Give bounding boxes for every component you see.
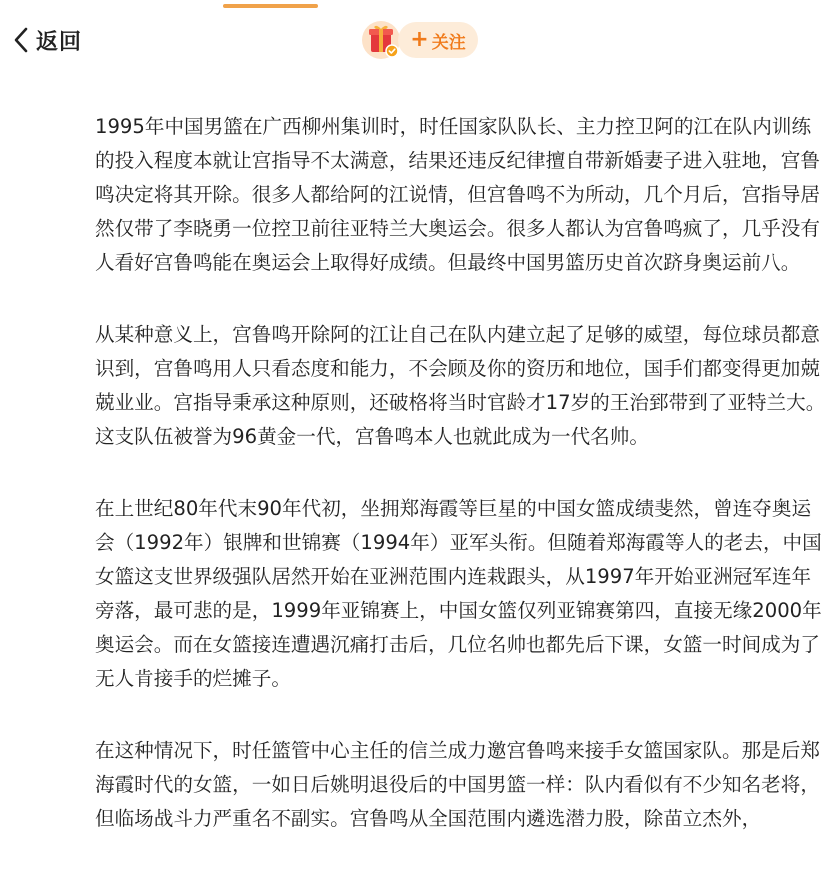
author-avatar[interactable]: [362, 21, 400, 59]
follow-label: 关注: [431, 32, 466, 53]
chevron-left-icon: [8, 25, 34, 55]
follow-button[interactable]: [398, 22, 478, 58]
article-paragraph: 在上世纪80年代末90年代初，坐拥郑海霞等巨星的中国女篮成绩斐然，曾连夺奥运会（1992年）银牌和世锦赛（1994年）亚军头衔。但随着郑海霞等人的老去，中国女篮这支世界级强队居然开始在亚洲范围内连栽跟头，从1997年开始亚洲冠军连年旁落，最可悲的是，1999年亚锦赛上，中国女篮仅列亚锦赛第四，直接无缘2000年奥运会。而在女篮接连遭遇沉痛打击后，几位名帅也都先后下课，女篮一时间成为了无人肯接手的烂摊子。: [95, 497, 822, 690]
back-button[interactable]: [8, 22, 82, 58]
article-paragraph: 1995年中国男篮在广西柳州集训时，时任国家队队长、主力控卫阿的江在队内训练的投入程度本就让宫指导不太满意，结果还违反纪律擅自带新婚妻子进入驻地，宫鲁鸣决定将其开除。很多人都给阿的江说情，但宫鲁鸣不为所动，几个月后，宫指导居然仅带了李晓勇一位控卫前往亚特兰大奥运会。很多人都认为宫鲁鸣疯了，几乎没有人看好宫鲁鸣能在奥运会上取得好成绩。但最终中国男篮历史首次跻身奥运前八。: [95, 115, 820, 274]
article-paragraph: 在这种情况下，时任篮管中心主任的信兰成力邀宫鲁鸣来接手女篮国家队。那是后郑海霞时代的女篮，一如日后姚明退役后的中国男篮一样：队内看似有不少知名老将，但临场战斗力严重名不副实。宫鲁鸣从全国范围内遴选潜力股，除苗立杰外，: [95, 739, 820, 830]
article-paragraph: 从某种意义上，宫鲁鸣开除阿的江让自己在队内建立起了足够的威望，每位球员都意识到，宫鲁鸣用人只看态度和能力，不会顾及你的资历和地位，国手们都变得更加兢兢业业。宫指导秉承这种原则，还破格将当时官龄才17岁的王治郅带到了亚特兰大。这支队伍被誉为96黄金一代，宫鲁鸣本人也就此成为一代名帅。: [95, 323, 826, 448]
back-label: 返回: [36, 29, 83, 55]
top-navigation-bar: [0, 0, 840, 76]
active-tab-indicator: [223, 4, 318, 8]
article-body: [95, 44, 830, 874]
plus-icon: +: [410, 27, 429, 52]
